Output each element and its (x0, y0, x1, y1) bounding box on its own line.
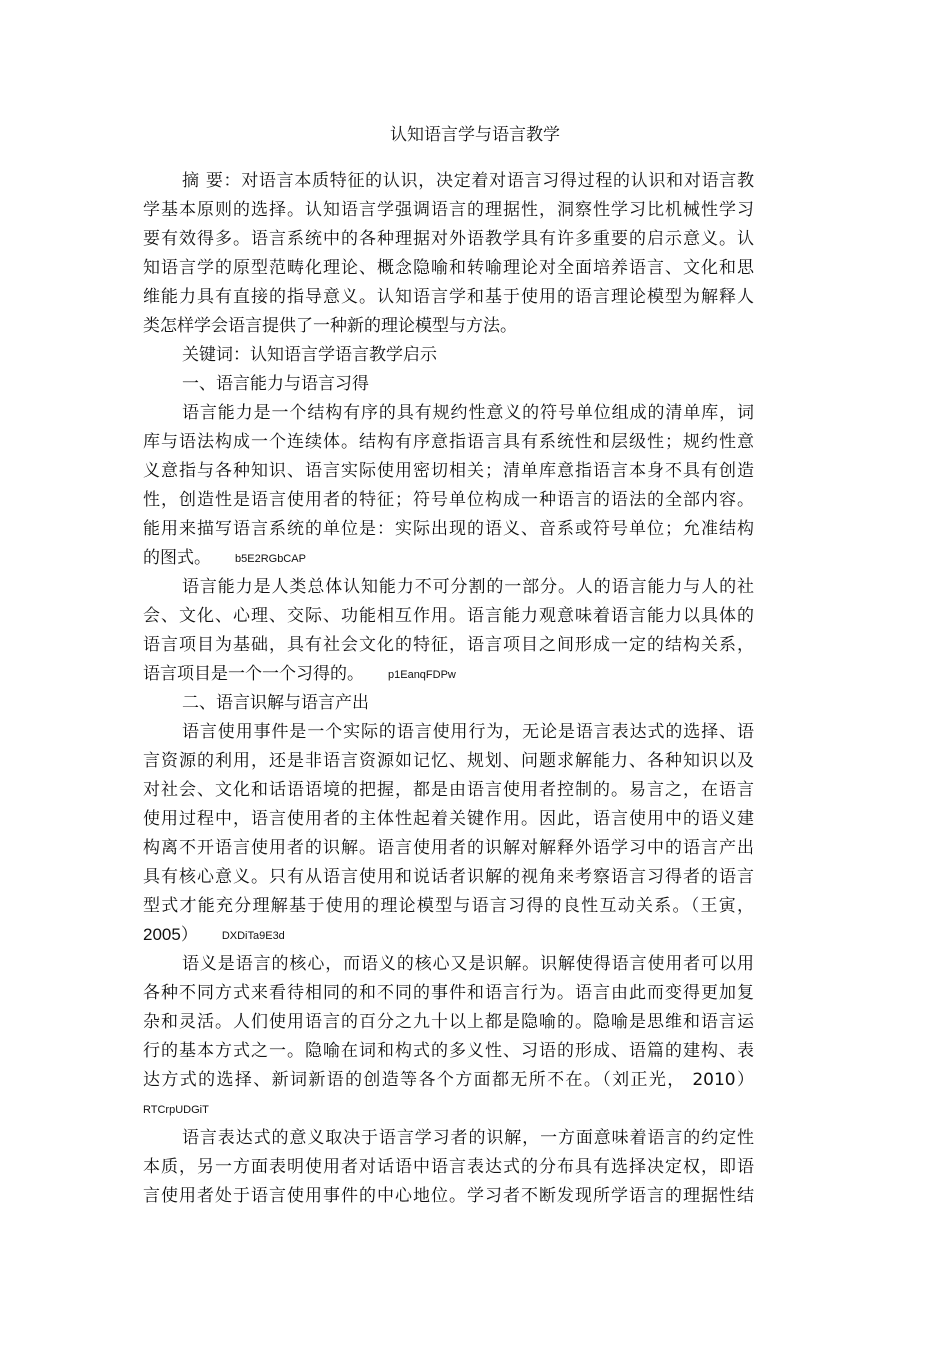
paragraph-line: 义意指与各种知识、语言实际使用密切相关；清单库意指语言本身不具有创造 (143, 461, 754, 481)
paragraph-line: 各种不同方式来看待相同的和不同的事件和语言行为。语言由此而变得更加复 (143, 983, 754, 1003)
ref-code: b5E2RGbCAP (235, 553, 306, 565)
paragraph-line: 杂和灵活。人们使用语言的百分之九十以上都是隐喻的。隐喻是思维和语言运 (143, 1012, 754, 1032)
paragraph-text: 语言项目是一个一个习得的。 (143, 664, 364, 684)
paragraph-line: 会、文化、心理、交际、功能相互作用。语言能力观意味着语言能力以具体的 (143, 606, 754, 626)
abstract-line: 维能力具有直接的指导意义。认知语言学和基于使用的语言理论模型为解释人 (143, 287, 754, 307)
paragraph-line: 使用过程中，语言使用者的主体性起着关键作用。因此，语言使用中的语义建 (143, 809, 754, 829)
document-title: 认知语言学与语言教学 (390, 125, 560, 145)
abstract-line: 类怎样学会语言提供了一种新的理论模型与方法。 (143, 316, 517, 336)
paragraph-line: 达方式的选择、新词新语的创造等各个方面都无所不在。（刘正光， 2010） (143, 1070, 754, 1090)
paragraph-line: 语言项目为基础，具有社会文化的特征，语言项目之间形成一定的结构关系， (143, 635, 754, 655)
ref-code: RTCrpUDGiT (143, 1104, 209, 1116)
abstract-line: 学基本原则的选择。认知语言学强调语言的理据性，洞察性学习比机械性学习 (143, 200, 754, 220)
paragraph-line: 语言能力是人类总体认知能力不可分割的一部分。人的语言能力与人的社 (182, 577, 754, 597)
paragraph-line: 具有核心意义。只有从语言使用和说话者识解的视角来考察语言习得者的语言 (143, 867, 754, 887)
section-heading-1: 一、语言能力与语言习得 (182, 374, 369, 394)
abstract-line: 要有效得多。语言系统中的各种理据对外语教学具有许多重要的启示意义。认 (143, 229, 754, 249)
paragraph-line: 库与语法构成一个连续体。结构有序意指语言具有系统性和层级性；规约性意 (143, 432, 754, 452)
paragraph-line: 本质，另一方面表明使用者对话语中语言表达式的分布具有选择决定权，即语 (143, 1157, 754, 1177)
section-heading-2: 二、语言识解与语言产出 (182, 693, 369, 713)
paragraph-line (143, 663, 456, 686)
paragraph-text: 的图式。 (143, 548, 211, 568)
paragraph-line: 性，创造性是语言使用者的特征；符号单位构成一种语言的语法的全部内容。 (143, 490, 754, 510)
abstract-line: 知语言学的原型范畴化理论、概念隐喻和转喻理论对全面培养语言、文化和思 (143, 258, 754, 278)
citation-year: 2005） (143, 925, 198, 944)
ref-code: DXDiTa9E3d (221, 930, 285, 942)
paragraph-line: 言资源的利用，还是非语言资源如记忆、规划、问题求解能力、各种知识以及 (143, 751, 754, 771)
paragraph-line: 语言能力是一个结构有序的具有规约性意义的符号单位组成的清单库，词 (182, 403, 754, 423)
paragraph-line: 语言表达式的意义取决于语言学习者的识解，一方面意味着语言的约定性 (182, 1128, 754, 1148)
abstract-line: 摘 要：对语言本质特征的认识，决定着对语言习得过程的认识和对语言教 (182, 171, 754, 191)
paragraph-line: 言使用者处于语言使用事件的中心地位。学习者不断发现所学语言的理据性结 (143, 1186, 754, 1206)
paragraph-line: 构离不开语言使用者的识解。语言使用者的识解对解释外语学习中的语言产出 (143, 838, 754, 858)
paragraph-line: 型式才能充分理解基于使用的理论模型与语言习得的良性互动关系。（王寅， (143, 896, 754, 916)
paragraph-line: 能用来描写语言系统的单位是：实际出现的语义、音系或符号单位；允准结构 (143, 519, 754, 539)
paragraph-line (143, 547, 306, 570)
paragraph-line: 语义是语言的核心，而语义的核心又是识解。识解使得语言使用者可以用 (182, 954, 754, 974)
ref-code: p1EanqFDPw (388, 669, 456, 681)
keywords-line: 关键词：认知语言学语言教学启示 (182, 345, 437, 365)
paragraph-line: 对社会、文化和话语语境的把握，都是由语言使用者控制的。易言之，在语言 (143, 780, 754, 800)
paragraph-line: 行的基本方式之一。隐喻在词和构式的多义性、习语的形成、语篇的建构、表 (143, 1041, 754, 1061)
paragraph-line: 语言使用事件是一个实际的语言使用行为，无论是语言表达式的选择、语 (182, 722, 754, 742)
paragraph-line (143, 924, 285, 947)
